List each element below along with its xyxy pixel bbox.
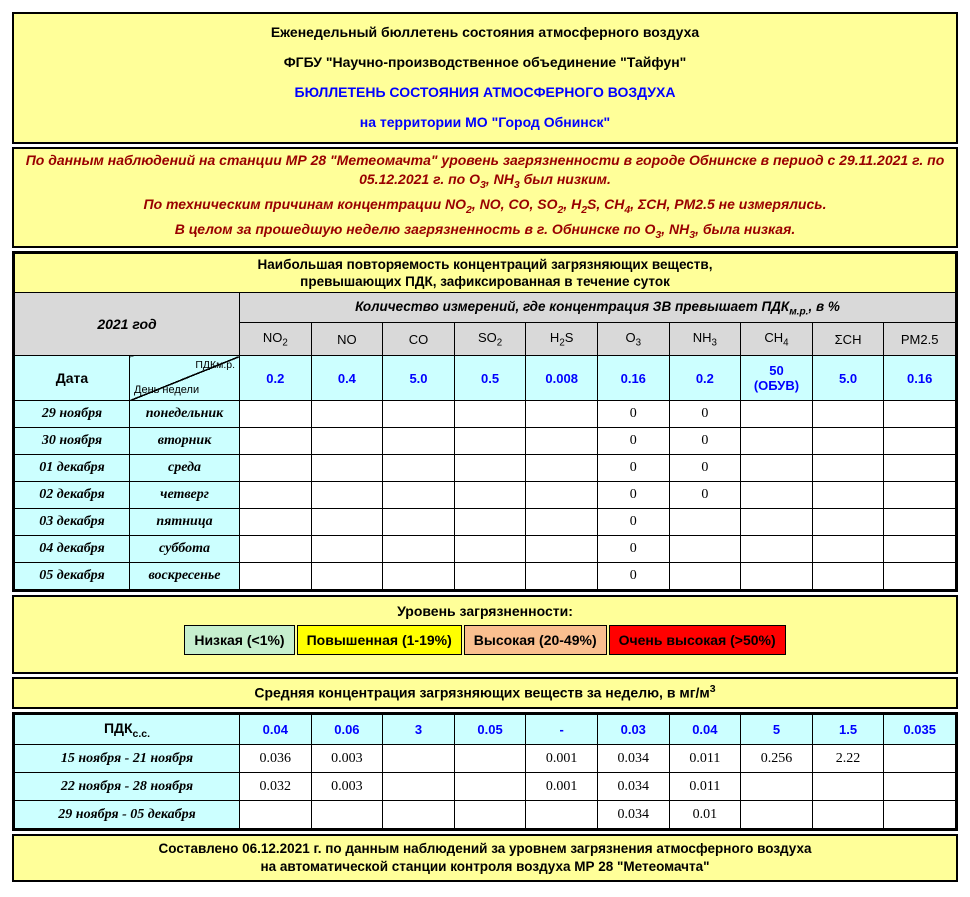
date-label: Дата [15,356,130,401]
header-line-4: на территории МО "Город Обнинск" [359,114,611,130]
value-cell [884,509,956,536]
value-cell [526,455,598,482]
value-cell [741,563,813,590]
value-cell [812,536,884,563]
weekly-value-cell [454,801,526,829]
value-cell [741,401,813,428]
value-cell: 0 [597,509,669,536]
weekly-row [15,801,956,829]
weekly-value-cell: 0.256 [741,745,813,773]
weekly-value-cell [526,801,598,829]
weekly-table-head [15,715,956,745]
pollutant-header: $NH_3$ [669,323,741,356]
exceedance-table [14,253,956,590]
pollutant-header: NO [311,323,383,356]
value-cell [526,509,598,536]
value-cell: 0 [669,401,741,428]
value-cell [454,401,526,428]
value-cell [454,536,526,563]
weekly-value-cell [741,773,813,801]
value-cell [741,536,813,563]
value-cell: 0 [597,563,669,590]
value-cell: 0 [669,428,741,455]
value-cell [669,563,741,590]
value-cell: 0 [669,482,741,509]
value-cell [454,428,526,455]
day-cell: пятница [130,509,240,536]
daily-row [15,428,956,455]
weekly-value-cell: 0.003 [311,745,383,773]
weekly-value-cell [741,801,813,829]
legend-item: Высокая (20-49%) [464,625,607,655]
pdk-mr-value: 0.2 [669,356,741,401]
value-cell [669,509,741,536]
pdk-ss-row [15,715,956,745]
weekly-value-cell [383,801,455,829]
footer-section [12,834,958,882]
measurements-header-row [15,293,956,323]
value-cell: 0 [597,401,669,428]
pdk-mr-row [15,356,956,401]
pollutant-header: $NO_2$ [240,323,312,356]
date-cell: 05 декабря [15,563,130,590]
weekly-section [12,712,958,831]
value-cell: 0 [597,536,669,563]
day-cell: четверг [130,482,240,509]
pdk-mr-value: 5.0 [812,356,884,401]
value-cell [311,455,383,482]
pdk-ss-value: 0.035 [884,715,956,745]
pdk-ss-value: 0.04 [240,715,312,745]
pdk-mr-value: 0.008 [526,356,598,401]
value-cell [884,428,956,455]
pollutant-header: $CH_4$ [741,323,813,356]
value-cell [812,428,884,455]
weekly-value-cell: 0.032 [240,773,312,801]
weekly-value-cell [383,745,455,773]
legend-title: Уровень загрязненности: [397,603,573,620]
value-cell [884,536,956,563]
daily-row [15,563,956,590]
pollutant-header: ΣCH [812,323,884,356]
daily-row [15,455,956,482]
notice-section [12,147,958,248]
header-line-2: ФГБУ "Научно-производственное объединение "Тайфун" [283,54,687,70]
value-cell [240,563,312,590]
daily-row [15,401,956,428]
value-cell [812,455,884,482]
value-cell [526,563,598,590]
value-cell: 0 [597,428,669,455]
exceedance-section [12,251,958,592]
value-cell [669,536,741,563]
weekly-value-cell: 0.003 [311,773,383,801]
day-cell: воскресенье [130,563,240,590]
weekly-row [15,745,956,773]
exceedance-table-title: Наибольшая повторяемость концентраций загрязняющих веществ, превышающих ПДК, зафиксированная в течение суток [15,254,956,293]
value-cell: 0 [669,455,741,482]
pollutant-header: $H_2S$ [526,323,598,356]
value-cell [240,401,312,428]
day-cell: вторник [130,428,240,455]
exceedance-title-row [15,254,956,293]
daily-row [15,509,956,536]
value-cell [884,482,956,509]
value-cell [240,536,312,563]
daily-row [15,482,956,509]
value-cell [311,563,383,590]
value-cell [526,536,598,563]
pollutant-header: PM2.5 [884,323,956,356]
daily-row [15,536,956,563]
weekly-value-cell: 0.034 [597,801,669,829]
measurements-header: Количество измерений, где концентрация ЗВ превышает $ПДК_{м.р.}$, в % [240,293,956,323]
notice-paragraph-2: По техническим причинам концентрации $NO_2$, NO, CO, $SO_2$, $H_2S$, $CH_4$, ΣCH, PM2.5 не измерялись. [143,195,827,216]
value-cell: 0 [597,482,669,509]
weekly-value-cell: 2.22 [812,745,884,773]
date-cell: 02 декабря [15,482,130,509]
footer-line-1: Составлено 06.12.2021 г. по данным наблюдений за уровнем загрязнения атмосферного воздуха [158,841,812,857]
bulletin-header [12,12,958,144]
day-cell: понедельник [130,401,240,428]
period-cell: 15 ноября - 21 ноября [15,745,240,773]
value-cell: 0 [597,455,669,482]
value-cell [812,401,884,428]
pdk-ss-value: 3 [383,715,455,745]
value-cell [311,428,383,455]
notice-paragraph-1: По данным наблюдений на станции МР 28 "Метеомачта" уровень загрязненности в городе Обнинске в период с 29.11.2021 г. по 05.12.2021 г. по $O_3$, $NH_3$ был низким. [25,152,945,191]
value-cell [383,509,455,536]
value-cell [812,509,884,536]
pdk-ss-label: $ПДК_{с.с.}$ [15,715,240,745]
pdk-ss-value: - [526,715,598,745]
pdk-mr-value: 5.0 [383,356,455,401]
weekly-value-cell: 0.001 [526,745,598,773]
weekly-section-title: Средняя концентрация загрязняющих веществ за неделю, в $мг/м^3$ [12,677,958,709]
weekly-value-cell: 0.01 [669,801,741,829]
day-cell: среда [130,455,240,482]
value-cell [454,563,526,590]
date-cell: 03 декабря [15,509,130,536]
pdk-ss-value: 0.03 [597,715,669,745]
value-cell [240,509,312,536]
weekly-value-cell [240,801,312,829]
value-cell [383,563,455,590]
date-cell: 04 декабря [15,536,130,563]
exceedance-table-head [15,254,956,401]
weekly-value-cell [454,773,526,801]
weekly-value-cell: 0.011 [669,745,741,773]
weekly-value-cell [812,801,884,829]
value-cell [454,455,526,482]
value-cell [741,509,813,536]
weekly-value-cell [812,773,884,801]
value-cell [240,482,312,509]
value-cell [454,482,526,509]
value-cell [454,509,526,536]
value-cell [812,563,884,590]
legend-item: Очень высокая (>50%) [609,625,786,655]
pdk-ss-value: 0.06 [311,715,383,745]
pollutant-header: CO [383,323,455,356]
legend-item: Низкая (<1%) [184,625,294,655]
value-cell [741,428,813,455]
pdk-ss-value: 0.05 [454,715,526,745]
value-cell [311,401,383,428]
pdk-ss-value: 5 [741,715,813,745]
period-cell: 22 ноября - 28 ноября [15,773,240,801]
notice-paragraph-3: В целом за прошедшую неделю загрязненность в г. Обнинске по $O_3$, $NH_3$, была низкая. [174,220,796,241]
value-cell [383,401,455,428]
legend-items [14,625,956,655]
value-cell [526,428,598,455]
value-cell [741,482,813,509]
pdk-mr-value: 0.5 [454,356,526,401]
header-line-3: БЮЛЛЕТЕНЬ СОСТОЯНИЯ АТМОСФЕРНОГО ВОЗДУХА [294,84,676,100]
value-cell [812,482,884,509]
weekly-rows [15,745,956,829]
value-cell [383,428,455,455]
weekly-row [15,773,956,801]
weekly-value-cell: 0.001 [526,773,598,801]
value-cell [383,536,455,563]
value-cell [240,428,312,455]
value-cell [741,455,813,482]
pdk-mr-value: 0.4 [311,356,383,401]
weekly-value-cell [884,773,956,801]
value-cell [884,401,956,428]
weekly-table [14,714,956,829]
weekly-value-cell [884,801,956,829]
value-cell [383,482,455,509]
weekly-value-cell [383,773,455,801]
footer-line-2: на автоматической станции контроля воздуха МР 28 "Метеомачта" [260,859,710,875]
value-cell [240,455,312,482]
value-cell [383,455,455,482]
day-cell: суббота [130,536,240,563]
value-cell [311,509,383,536]
value-cell [311,482,383,509]
value-cell [526,401,598,428]
pdk-mr-label: ПДКм.р. [195,359,235,372]
period-cell: 29 ноября - 05 декабря [15,801,240,829]
value-cell [884,563,956,590]
legend-item: Повышенная (1-19%) [297,625,462,655]
value-cell [526,482,598,509]
pdk-ss-value: 0.04 [669,715,741,745]
date-cell: 01 декабря [15,455,130,482]
value-cell [311,536,383,563]
pdk-mr-value: 50 (ОБУВ) [741,356,813,401]
date-cell: 29 ноября [15,401,130,428]
daily-rows [15,401,956,590]
weekly-value-cell: 0.036 [240,745,312,773]
pollutant-header: $O_3$ [597,323,669,356]
year-cell: 2021 год [15,293,240,356]
weekly-value-cell: 0.034 [597,745,669,773]
diagonal-header-cell [130,356,240,401]
weekly-value-cell [884,745,956,773]
pdk-mr-value: 0.16 [884,356,956,401]
pollution-level-legend [12,595,958,674]
weekly-value-cell [454,745,526,773]
day-of-week-label: День недели [134,384,200,397]
pdk-mr-value: 0.2 [240,356,312,401]
date-cell: 30 ноября [15,428,130,455]
weekly-value-cell: 0.011 [669,773,741,801]
weekly-value-cell: 0.034 [597,773,669,801]
value-cell [884,455,956,482]
pdk-ss-value: 1.5 [812,715,884,745]
weekly-value-cell [311,801,383,829]
pdk-mr-value: 0.16 [597,356,669,401]
pollutant-header: $SO_2$ [454,323,526,356]
header-line-1: Еженедельный бюллетень состояния атмосферного воздуха [270,24,700,40]
